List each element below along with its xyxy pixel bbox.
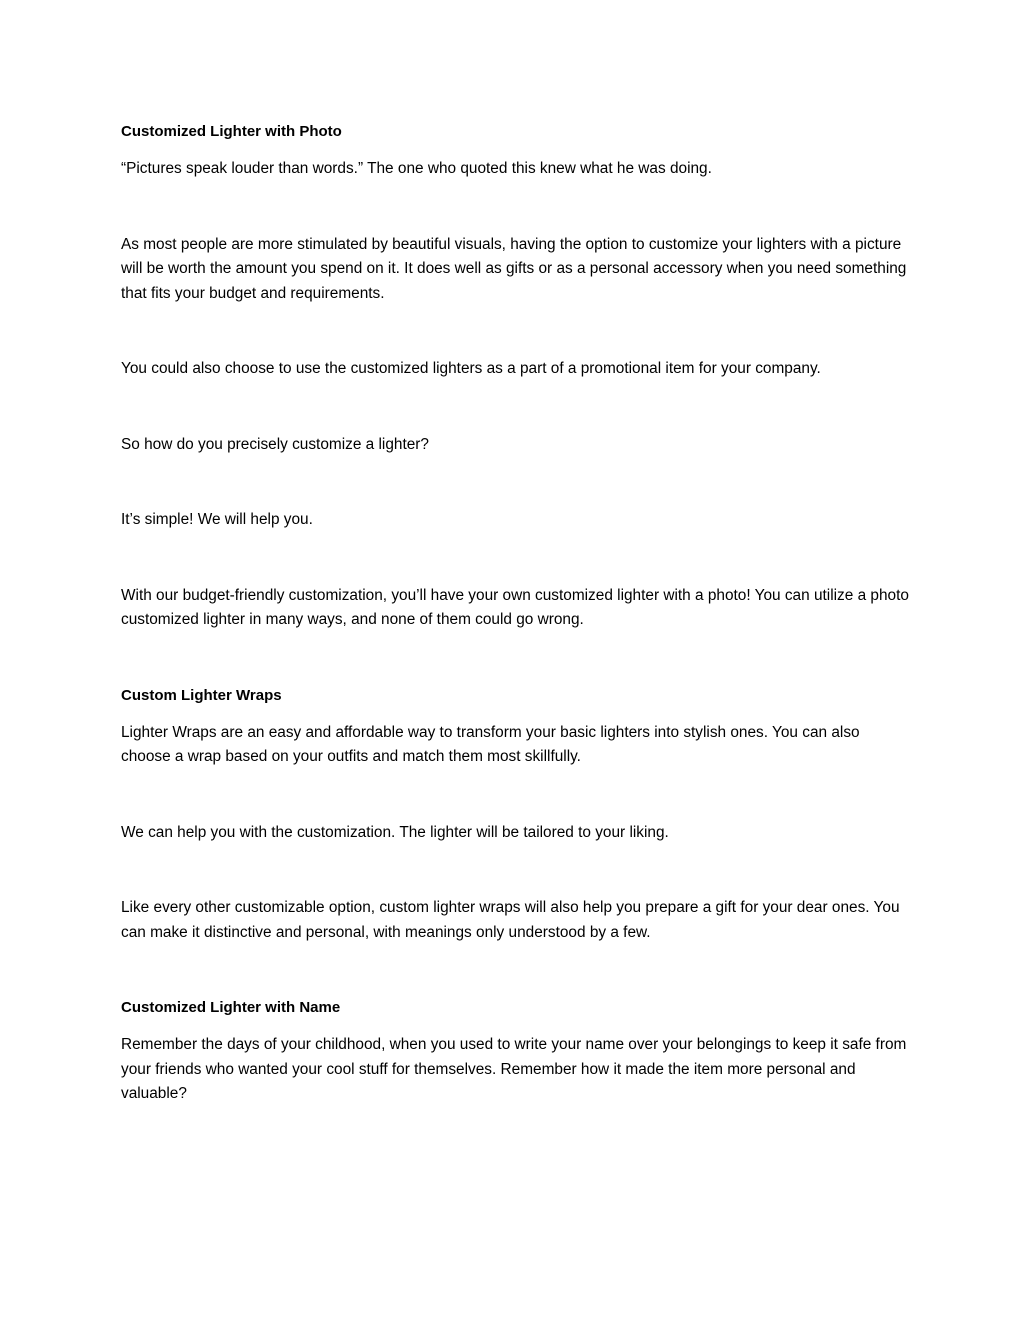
document-body <box>121 120 911 1107</box>
paragraph: We can help you with the customization. The lighter will be tailored to your liking. <box>121 823 669 841</box>
paragraph: It’s simple! We will help you. <box>121 511 313 528</box>
section-heading-photo: Customized Lighter with Photo <box>121 123 342 140</box>
paragraph: Like every other customizable option, custom lighter wraps will also help you prepare a gift for your dear ones. You can make it distinctive and personal, with meanings only understood by a few. <box>121 899 900 941</box>
paragraph: So how do you precisely customize a lighter? <box>121 435 429 453</box>
paragraph: With our budget-friendly customization, you’ll have your own customized lighter with a photo! You can utilize a photo customized lighter in many ways, and none of them could go wrong. <box>121 586 909 628</box>
paragraph: Remember the days of your childhood, when you used to write your name over your belongings to keep it safe from your friends who wanted your cool stuff for themselves. Remember how it made the item more personal and valuable? <box>121 1036 907 1102</box>
paragraph: You could also choose to use the customized lighters as a part of a promotional item for your company. <box>121 360 821 377</box>
paragraph: “Pictures speak louder than words.” The one who quoted this knew what he was doing. <box>121 160 712 177</box>
paragraph: Lighter Wraps are an easy and affordable way to transform your basic lighters into stylish ones. You can also choose a wrap based on your outfits and match them most skillfully. <box>121 723 860 765</box>
section-heading-name: Customized Lighter with Name <box>121 999 341 1016</box>
paragraph: As most people are more stimulated by beautiful visuals, having the option to customize your lighters with a picture will be worth the amount you spend on it. It does well as gifts or as a personal accessory when you need something that fits your budget and requirements. <box>121 235 907 302</box>
section-heading-wraps: Custom Lighter Wraps <box>121 686 282 704</box>
